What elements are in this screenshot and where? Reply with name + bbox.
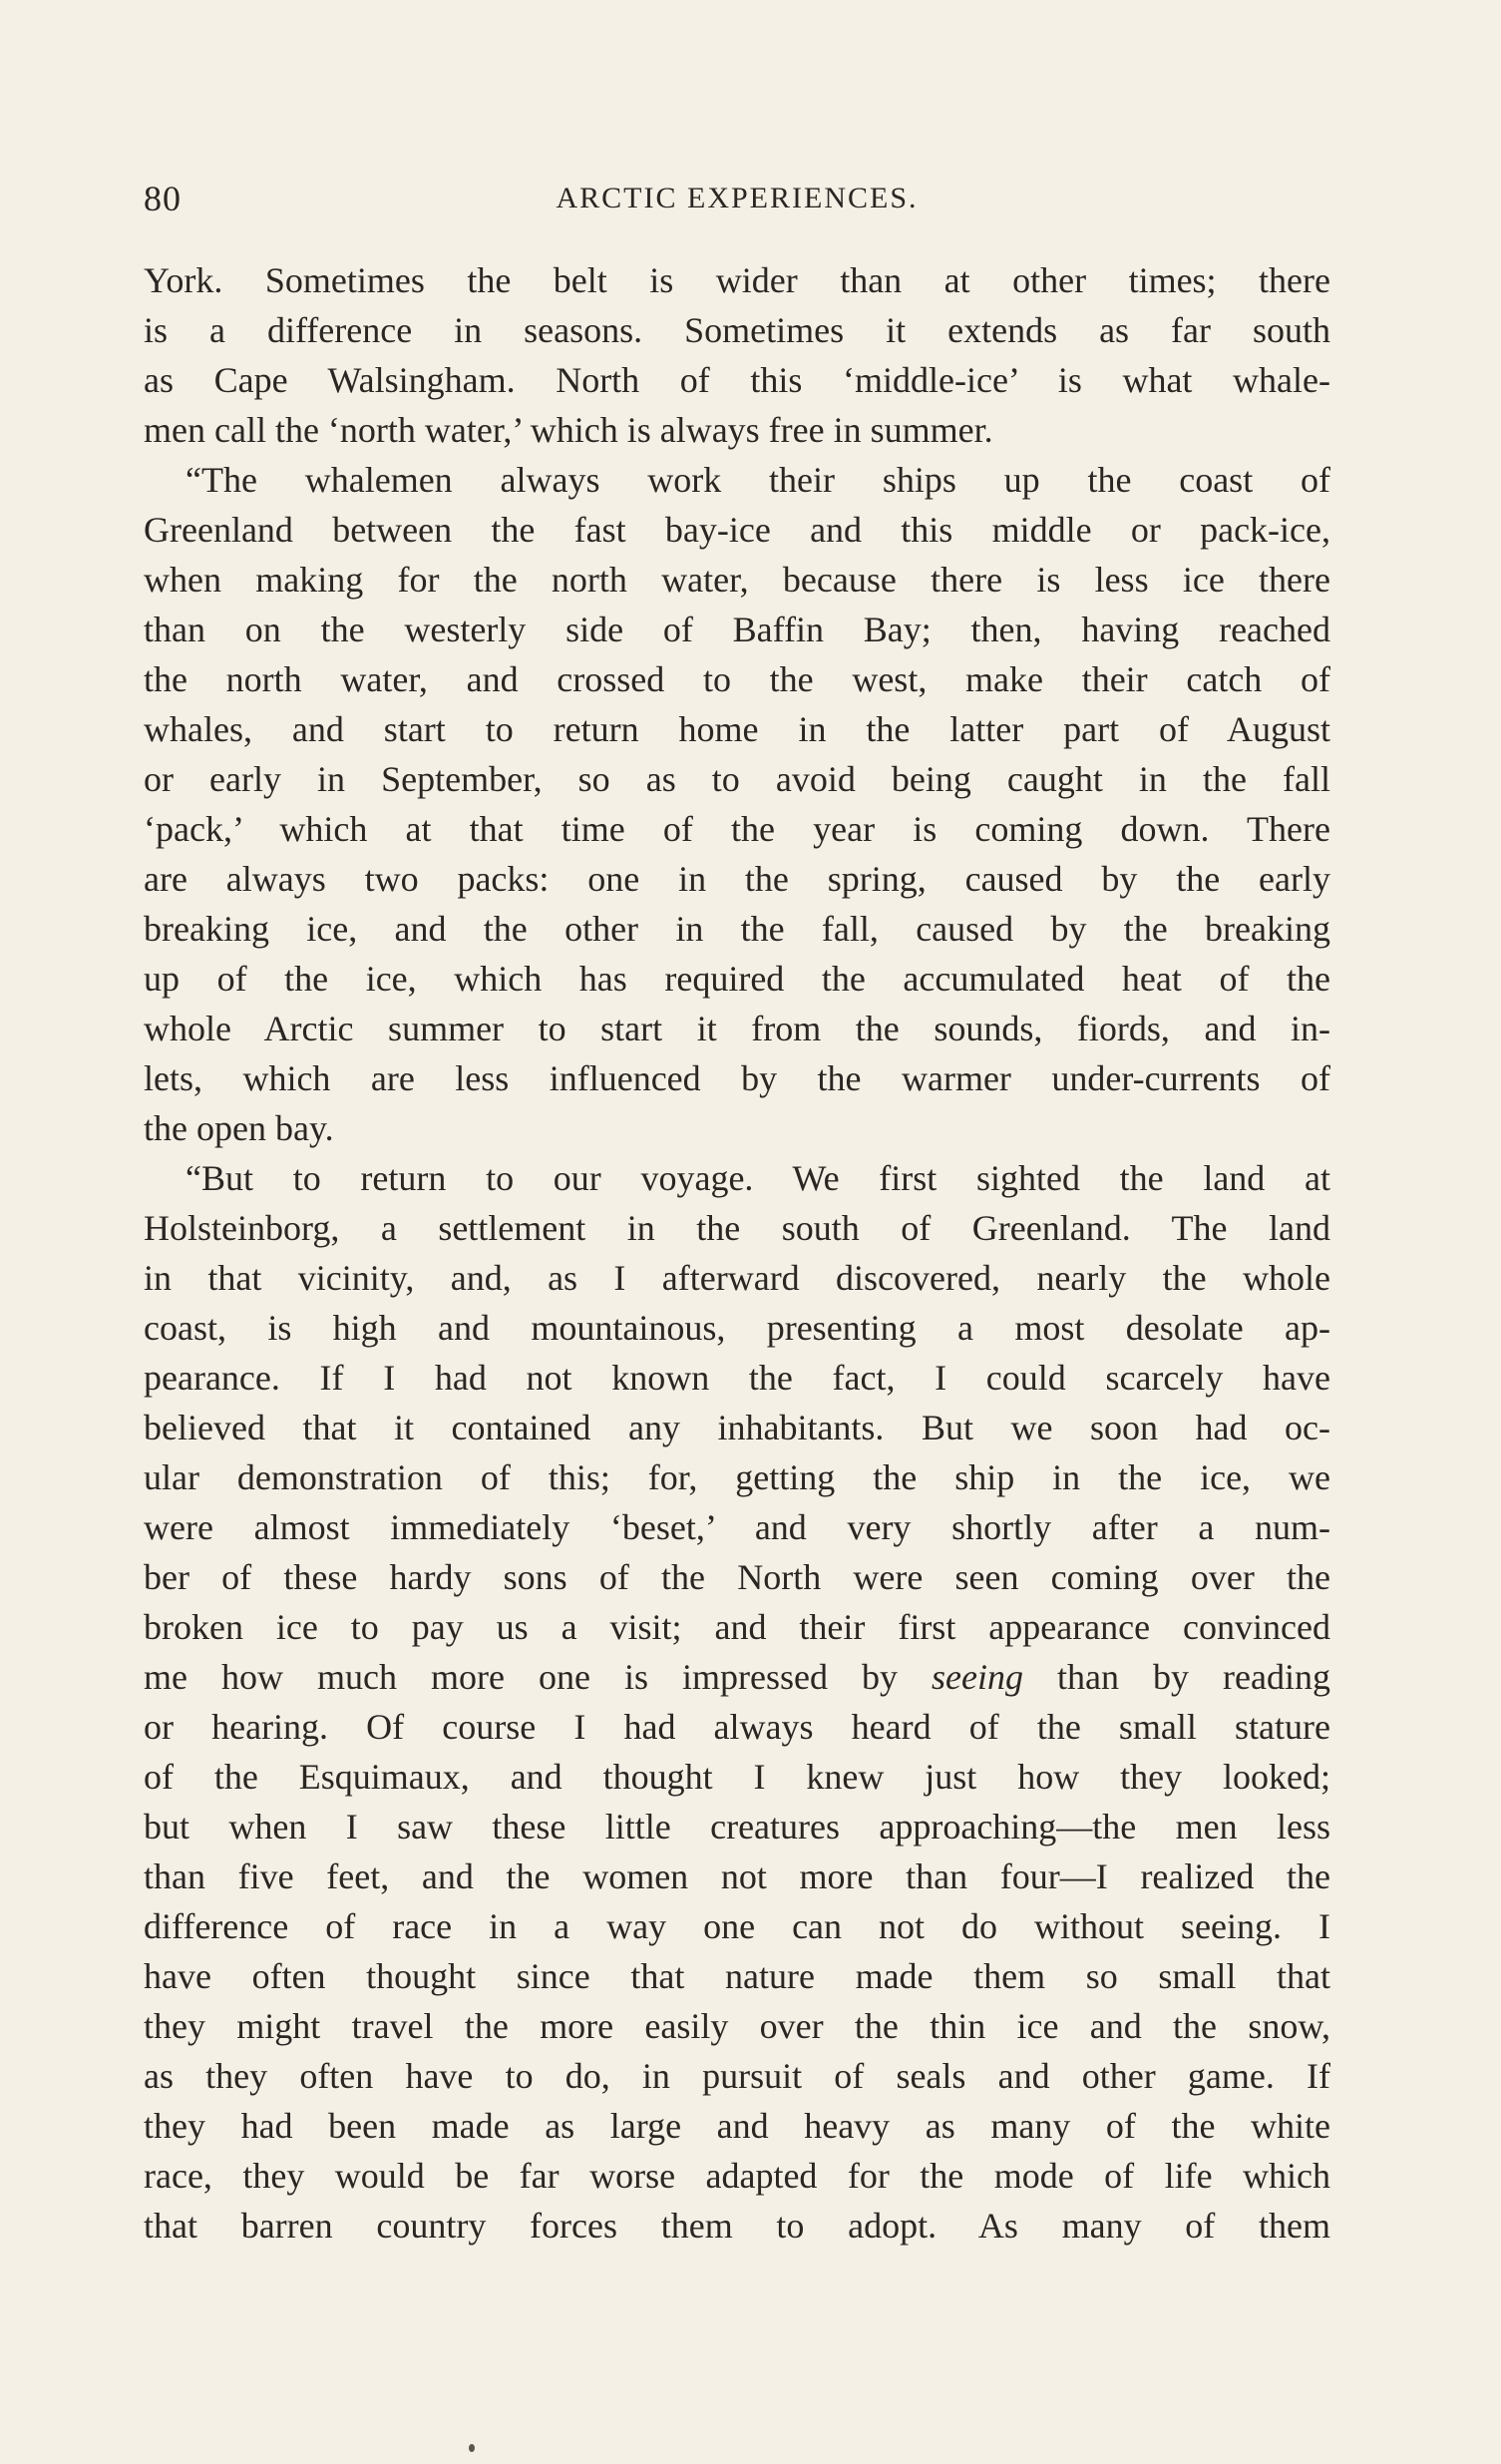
text-line: as Cape Walsingham. North of this ‘middle-ice’ is what whale-: [144, 360, 1330, 400]
italic-word: seeing: [932, 1657, 1024, 1697]
text-line: pearance. If I had not known the fact, I could scarcely have: [144, 1358, 1330, 1398]
text-line: whales, and start to return home in the latter part of August: [144, 709, 1330, 749]
text-line: York. Sometimes the belt is wider than at other times; there: [144, 260, 1330, 300]
text-line: up of the ice, which has required the accumulated heat of the: [144, 959, 1330, 999]
text-line: or early in September, so as to avoid being caught in the fall: [144, 759, 1330, 799]
text-after-italic: than by reading: [1023, 1657, 1330, 1697]
text-line: in that vicinity, and, as I afterward discovered, nearly the whole: [144, 1258, 1330, 1298]
text-line: than on the westerly side of Baffin Bay; then, having reached: [144, 610, 1330, 649]
text-line: lets, which are less influenced by the warmer under-currents of: [144, 1058, 1330, 1098]
text-line: of the Esquimaux, and thought I knew just how they looked;: [144, 1757, 1330, 1797]
text-line: they had been made as large and heavy as many of the white: [144, 2106, 1330, 2146]
text-line: Greenland between the fast bay-ice and this middle or pack-ice,: [144, 510, 1330, 550]
running-title: ARCTIC EXPERIENCES.: [556, 182, 919, 214]
text-line: they might travel the more easily over the thin ice and the snow,: [144, 2006, 1330, 2046]
text-line: believed that it contained any inhabitants. But we soon had oc-: [144, 1408, 1330, 1447]
text-line: or hearing. Of course I had always heard of the small stature: [144, 1707, 1330, 1747]
text-line: ‘pack,’ which at that time of the year is coming down. There: [144, 809, 1330, 849]
text-line: coast, is high and mountainous, presenting a most desolate ap-: [144, 1308, 1330, 1348]
paragraph-start-line: “But to return to our voyage. We first sighted the land at: [186, 1158, 1330, 1198]
text-before-italic: me how much more one is impressed by: [144, 1657, 933, 1697]
running-head: [144, 178, 1330, 225]
text-line: Holsteinborg, a settlement in the south of Greenland. The land: [144, 1208, 1330, 1248]
text-line: than five feet, and the women not more than four—I realized the: [144, 1856, 1330, 1896]
page-number: 80: [144, 179, 182, 218]
text-line: difference of race in a way one can not do without seeing. I: [144, 1906, 1330, 1946]
text-line: breaking ice, and the other in the fall, caused by the breaking: [144, 909, 1330, 949]
body-text: [144, 255, 1330, 2251]
text-line: ber of these hardy sons of the North were seen coming over the: [144, 1557, 1330, 1597]
paragraph-start-line: “The whalemen always work their ships up the coast of: [186, 460, 1330, 500]
text-line: but when I saw these little creatures approaching—the men less: [144, 1807, 1330, 1847]
text-line: ular demonstration of this; for, getting the ship in the ice, we: [144, 1457, 1330, 1497]
text-line: that barren country forces them to adopt. As many of them: [144, 2206, 1330, 2246]
paragraph-end-line: the open bay.: [144, 1108, 334, 1148]
text-line: is a difference in seasons. Sometimes it extends as far south: [144, 310, 1330, 350]
paragraph-end-line: men call the ‘north water,’ which is always free in summer.: [144, 410, 993, 450]
text-line: broken ice to pay us a visit; and their first appearance convinced: [144, 1607, 1330, 1647]
text-line: as they often have to do, in pursuit of seals and other game. If: [144, 2056, 1330, 2096]
text-line: the north water, and crossed to the west, make their catch of: [144, 659, 1330, 699]
text-line: when making for the north water, because there is less ice there: [144, 560, 1330, 600]
text-line: are always two packs: one in the spring, caused by the early: [144, 859, 1330, 899]
text-line: whole Arctic summer to start it from the sounds, fiords, and in-: [144, 1009, 1330, 1048]
text-line: were almost immediately ‘beset,’ and very shortly after a num-: [144, 1507, 1330, 1547]
text-line: race, they would be far worse adapted for the mode of life which: [144, 2156, 1330, 2196]
text-line-with-italic: [144, 1652, 1330, 1702]
text-line: have often thought since that nature made them so small that: [144, 1956, 1330, 1996]
ink-speck: [469, 2444, 475, 2452]
